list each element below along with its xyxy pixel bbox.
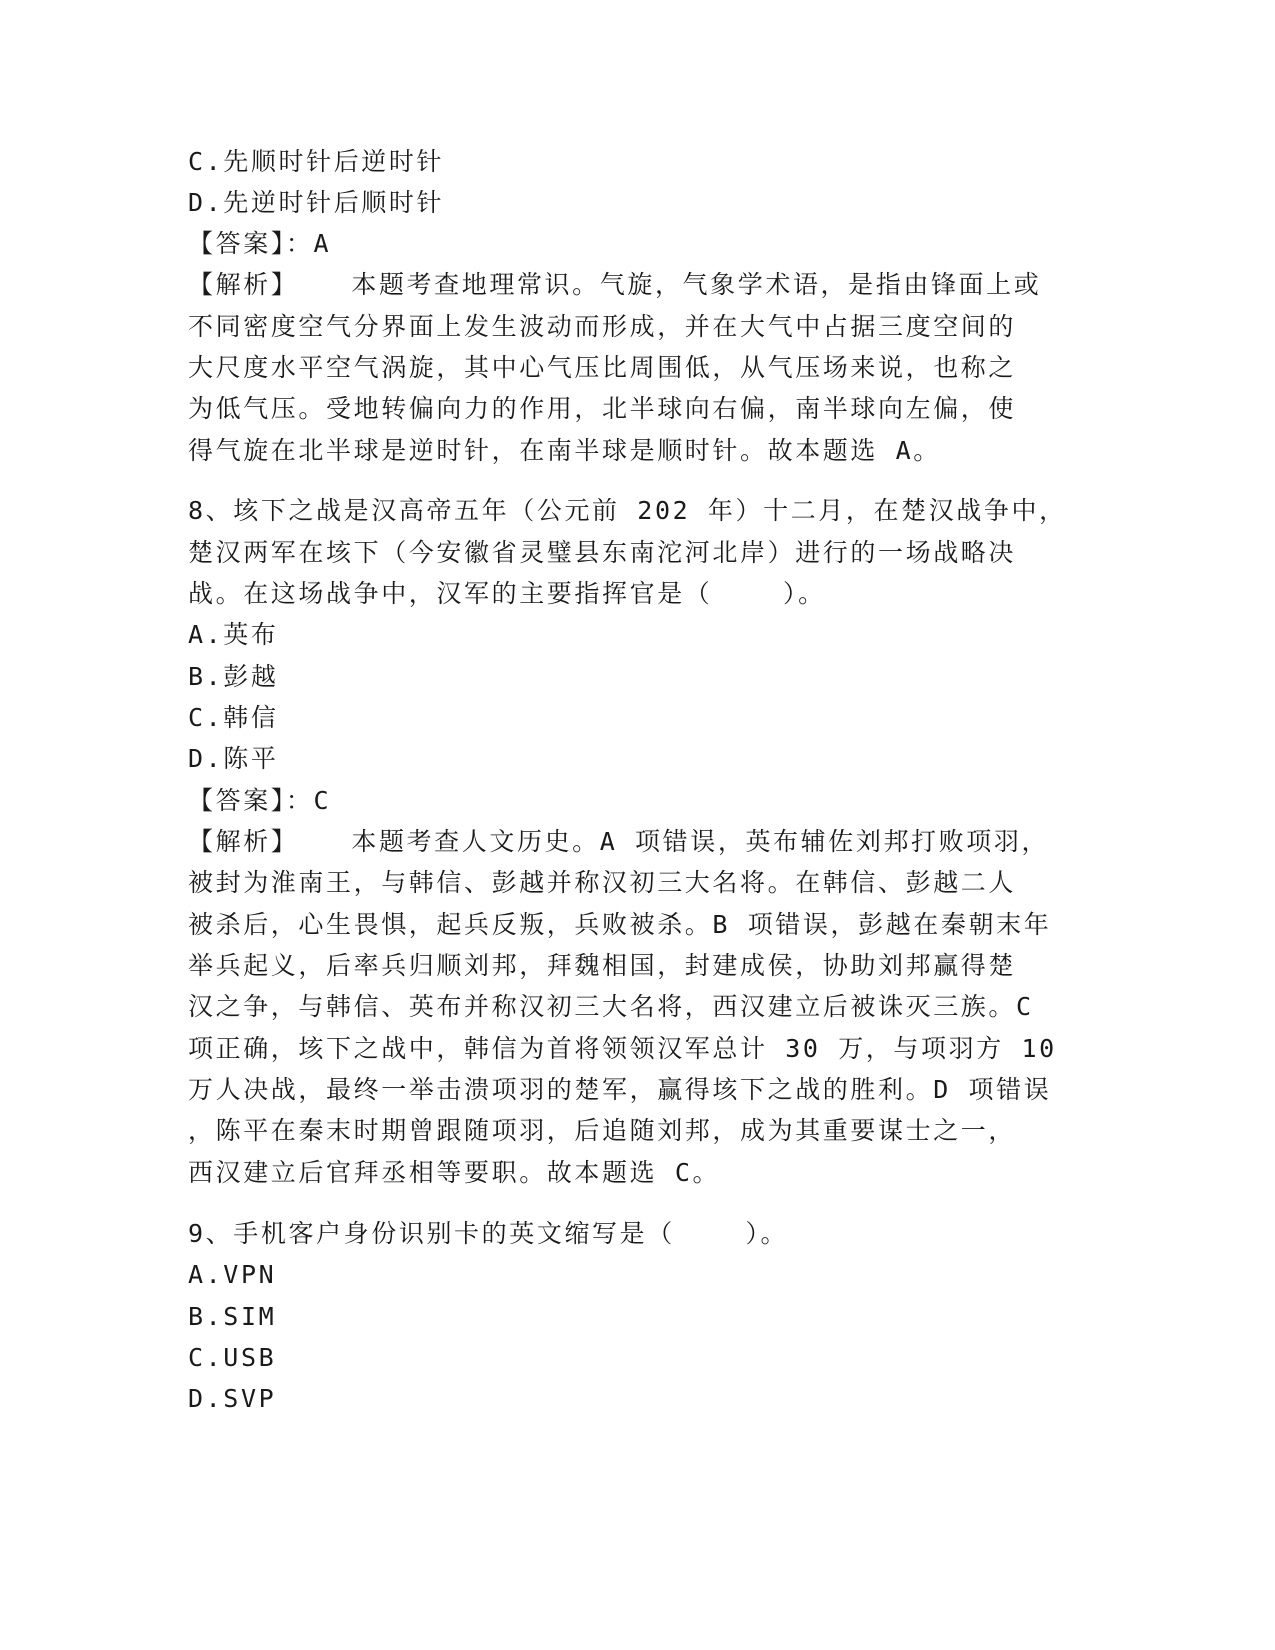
q7-option-d: D.先逆时针后顺时针 bbox=[188, 188, 445, 217]
q8-stem-line: 战。在这场战争中，汉军的主要指挥官是（ ）。 bbox=[188, 579, 826, 608]
q8-option-c: C.韩信 bbox=[188, 703, 279, 732]
q7-analysis-line: 【解析】 本题考查地理常识。气旋，气象学术语，是指由锋面上或 bbox=[188, 270, 1042, 299]
q8-answer: 【答案】：C bbox=[188, 786, 332, 815]
q8-stem-line: 楚汉两军在垓下（今安徽省灵璧县东南沱河北岸）进行的一场战略决 bbox=[188, 538, 1017, 567]
q9-option-c: C.USB bbox=[188, 1343, 277, 1372]
q8-analysis-line: 万人决战，最终一举击溃项羽的楚军，赢得垓下之战的胜利。D 项错误 bbox=[188, 1075, 1052, 1104]
q9-option-a: A.VPN bbox=[188, 1260, 277, 1289]
q8-analysis-line: 项正确，垓下之战中，韩信为首将领领汉军总计 30 万，与项羽方 10 bbox=[188, 1034, 1057, 1063]
q7-answer: 【答案】：A bbox=[188, 229, 332, 258]
q8-option-a: A.英布 bbox=[188, 620, 279, 649]
q8-analysis-line: 被封为淮南王，与韩信、彭越并称汉初三大名将。在韩信、彭越二人 bbox=[188, 868, 1017, 897]
q8-analysis-line: 被杀后，心生畏惧，起兵反叛，兵败被杀。B 项错误，彭越在秦朝末年 bbox=[188, 910, 1052, 939]
q9-stem: 9、手机客户身份识别卡的英文缩写是（ ）。 bbox=[188, 1219, 789, 1248]
q8-analysis-line: 举兵起义，后率兵归顺刘邦，拜魏相国，封建成侯，协助刘邦赢得楚 bbox=[188, 951, 1017, 980]
q7-analysis-line: 得气旋在北半球是逆时针，在南半球是顺时针。故本题选 A。 bbox=[188, 436, 941, 465]
q7-analysis-line: 为低气压。受地转偏向力的作用，北半球向右偏，南半球向左偏，使 bbox=[188, 394, 1017, 423]
q8-stem-line: 8、垓下之战是汉高帝五年（公元前 202 年）十二月，在楚汉战争中， bbox=[188, 496, 1067, 525]
q9-option-d: D.SVP bbox=[188, 1384, 277, 1413]
q8-analysis-line: 汉之争，与韩信、英布并称汉初三大名将，西汉建立后被诛灭三族。C bbox=[188, 992, 1034, 1021]
q7-option-c: C.先顺时针后逆时针 bbox=[188, 147, 445, 176]
q9-option-b: B.SIM bbox=[188, 1302, 277, 1331]
q8-option-b: B.彭越 bbox=[188, 662, 279, 691]
q7-analysis-line: 大尺度水平空气涡旋，其中心气压比周围低，从气压场来说，也称之 bbox=[188, 353, 1017, 382]
q8-analysis-line: 西汉建立后官拜丞相等要职。故本题选 C。 bbox=[188, 1158, 721, 1187]
q8-analysis-line: ，陈平在秦末时期曾跟随项羽，后追随刘邦，成为其重要谋士之一， bbox=[188, 1116, 1017, 1145]
q7-analysis-line: 不同密度空气分界面上发生波动而形成，并在大气中占据三度空间的 bbox=[188, 312, 1017, 341]
q8-analysis-line: 【解析】 本题考查人文历史。A 项错误，英布辅佐刘邦打败项羽， bbox=[188, 827, 1050, 856]
q8-option-d: D.陈平 bbox=[188, 744, 279, 773]
